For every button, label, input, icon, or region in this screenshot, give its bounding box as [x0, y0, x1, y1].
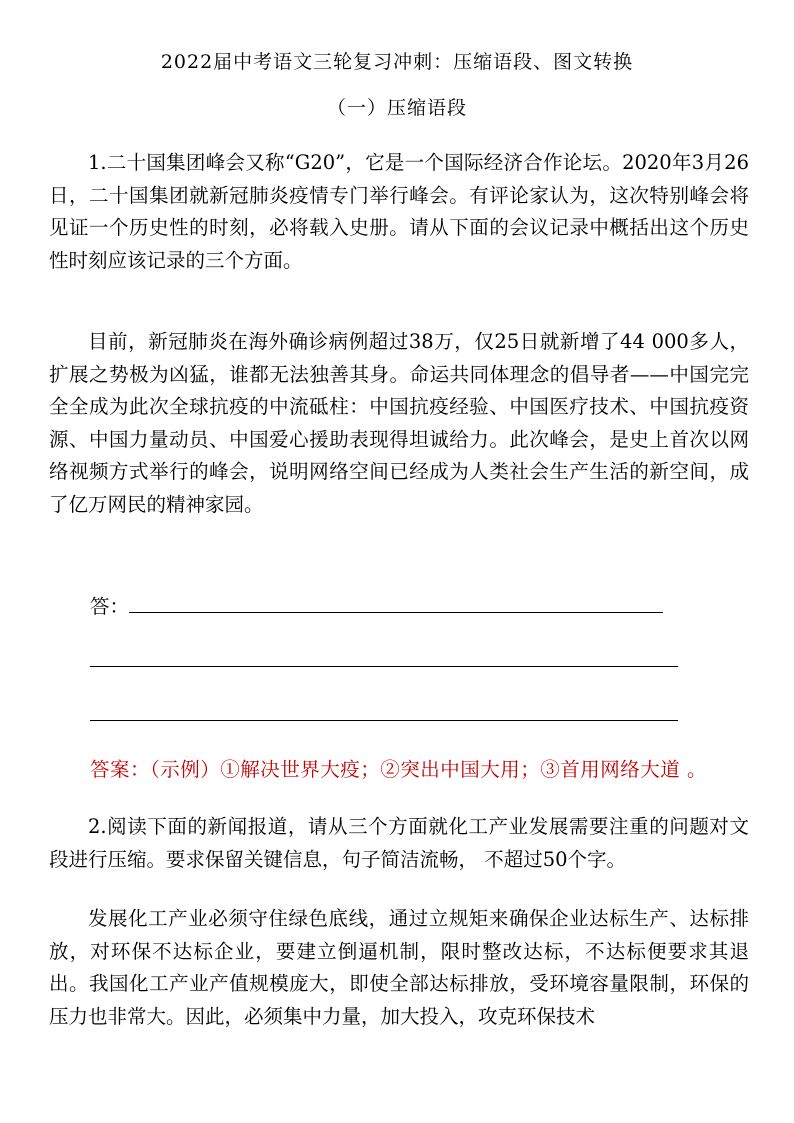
- question-1-prompt: 1.二十国集团峰会又称“G20”，它是一个国际经济合作论坛。2020年3月26日，二十国集团就新冠肺炎疫情专门举行峰会。有评论家认为，这次特别峰会将见证一个历史性的时刻，必将载入史册。请从下面的会议记录中概括出这个历史性时刻应该记录的三个方面。: [49, 151, 749, 272]
- question-2-passage: 发展化工产业必须守住绿色底线，通过立规矩来确保企业达标生产、达标排放，对环保不达标企业，要建立倒逼机制，限时整改达标，不达标便要求其退出。我国化工产业产值规模庞大，即使全部达标排放，受环境容量限制，环保的压力也非常大。因此，必须集中力量，加大投入，攻克环保技术: [49, 907, 749, 1028]
- answer-line-3[interactable]: [90, 702, 678, 728]
- answer-blank[interactable]: [129, 594, 663, 613]
- answer-line-2[interactable]: [90, 648, 678, 674]
- answer-label: 答：: [90, 595, 130, 618]
- document-title: 2022届中考语文三轮复习冲刺：压缩语段、图文转换: [160, 51, 634, 73]
- answer-key: 答案：（示例）①解决世界大疫；②突出中国大用；③首用网络大道 。: [90, 758, 707, 781]
- question-2-prompt: 2.阅读下面的新闻报道，请从三个方面就化工产业发展需要注重的问题对文段进行压缩。要求保留关键信息，句子简洁流畅， 不超过50个字。: [49, 815, 749, 871]
- question-1-passage: 目前，新冠肺炎在海外确诊病例超过38万，仅25日就新增了44 000多人，扩展之势极为凶猛，谁都无法独善其身。命运共同体理念的倡导者——中国完完全全成为此次全球抗疫的中流砥柱：中国抗疫经验、中国医疗技术、中国抗疫资源、中国力量动员、中国爱心援助表现得坦诚给力。此次峰会，是史上首次以网络视频方式举行的峰会，说明网络空间已经成为人类社会生产生活的新空间，成了亿万网民的精神家园。: [49, 330, 749, 516]
- section-heading: （一）压缩语段: [326, 97, 467, 119]
- answer-blank[interactable]: [90, 648, 678, 667]
- answer-line-1[interactable]: [90, 594, 663, 620]
- answer-blank[interactable]: [90, 702, 678, 721]
